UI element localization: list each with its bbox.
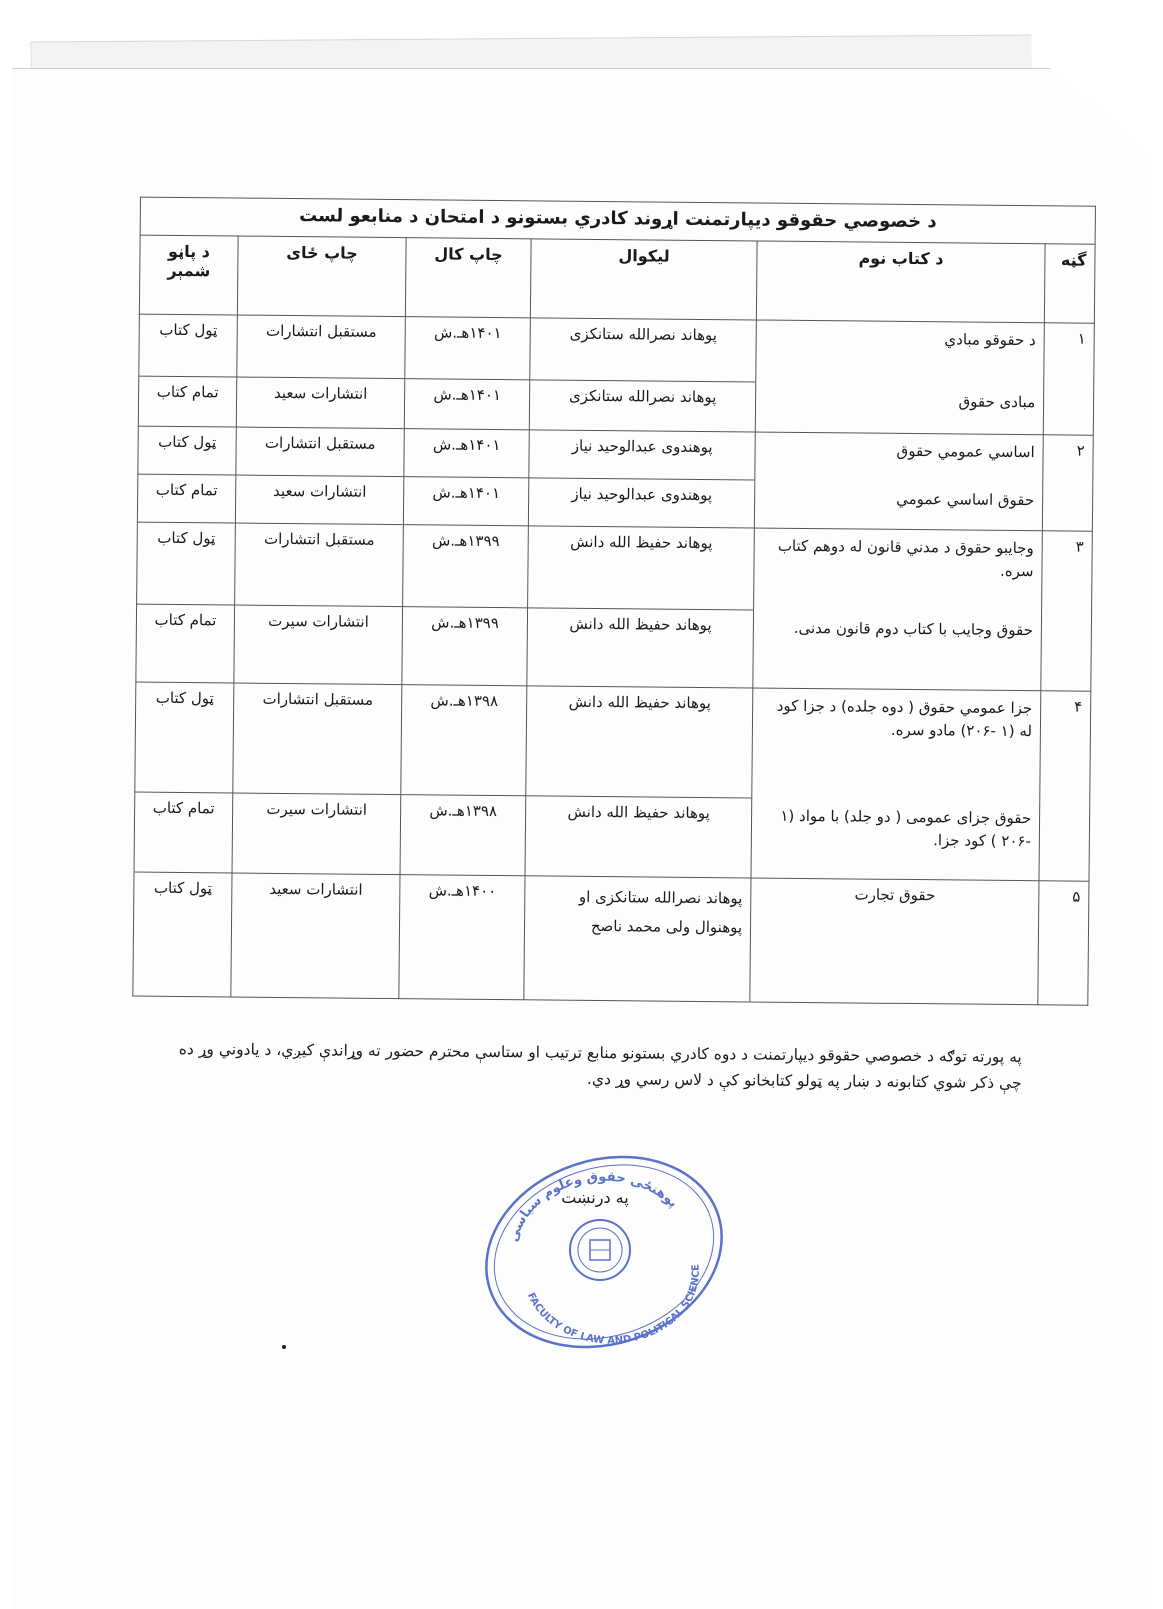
header-year: چاپ کال <box>405 238 531 318</box>
table-row <box>133 872 1089 1005</box>
table-row <box>135 682 1091 801</box>
header-book: د کتاب نوم <box>756 241 1045 323</box>
book-name: د حقوقو مبادي <box>756 320 1045 385</box>
row-number <box>1041 613 1092 691</box>
author: پوهاند نصرالله ستانکزی <box>529 380 755 432</box>
stamp-bottom-text: FACULTY OF LAW AND POLITICAL SCIENCE <box>524 1263 702 1347</box>
table-row <box>137 522 1093 613</box>
book-name: حقوق جزای عمومی ( دو جلد) با مواد (۱ -۲۰۶ ) کود جزا. <box>751 798 1040 881</box>
publisher: انتشارات سعید <box>231 873 400 999</box>
publisher: انتشارات سیرت <box>234 605 403 685</box>
publisher: مستقبل انتشارات <box>236 427 404 477</box>
regards-text: په درنښت <box>561 1188 629 1207</box>
book-name: مبادی حقوق <box>755 382 1043 435</box>
author: پوهاند نصرالله ستانکزی او پوهنوال ولی محمد ناصح <box>524 876 751 1002</box>
print-year: ۱۴۰۱هـ.ش <box>404 429 529 478</box>
author: پوهندوی عبدالوحید نیاز <box>529 430 755 480</box>
book-name: اساسي عمومي حقوق <box>755 432 1043 483</box>
header-place: چاپ ځای <box>237 236 406 317</box>
pages: تمام کتاب <box>138 376 237 427</box>
publisher: انتشارات سعید <box>235 475 403 525</box>
pages: ټول کتاب <box>133 872 232 997</box>
sources-table <box>132 197 1096 1006</box>
table-row <box>138 376 1094 435</box>
ink-dot <box>282 1345 286 1349</box>
header-no: گڼه <box>1044 244 1095 323</box>
row-number: ۲ <box>1043 435 1093 483</box>
book-name: حقوق اساسي عمومي <box>754 480 1042 531</box>
table-row <box>139 314 1095 385</box>
row-number <box>1042 483 1092 531</box>
header-row <box>139 235 1095 323</box>
stamp-top-text: پوهنځی حقوق وعلوم سیاسی <box>506 1169 681 1244</box>
row-number: ۵ <box>1038 881 1089 1005</box>
print-year: ۱۴۰۱هـ.ش <box>403 477 528 526</box>
table-row <box>134 792 1090 881</box>
author: پوهاند حفیظ الله دانش <box>525 796 752 878</box>
book-name: حقوق وجایب با کتاب دوم قانون مدنی. <box>753 610 1042 691</box>
row-number: ۴ <box>1040 691 1091 801</box>
print-year: ۱۴۰۱هـ.ش <box>404 379 529 430</box>
row-number: ۱ <box>1044 323 1095 385</box>
print-year: ۱۴۰۱هـ.ش <box>405 317 531 380</box>
table-row <box>136 604 1092 691</box>
faculty-stamp <box>478 1152 728 1352</box>
author: پوهندوی عبدالوحید نیاز <box>528 478 754 528</box>
header-pages: د پاڼو شمېر <box>139 235 238 315</box>
pages: ټول کتاب <box>138 426 237 475</box>
row-number <box>1043 385 1093 435</box>
publisher: انتشارات سیرت <box>232 793 401 875</box>
publisher: انتشارات سعید <box>236 377 404 429</box>
publisher: مستقبل انتشارات <box>237 315 406 379</box>
pages: تمام کتاب <box>137 474 236 523</box>
print-year: ۱۳۹۸هـ.ش <box>400 795 526 876</box>
book-name: جزا عمومي حقوق ( دوه جلده) د جزا کود له (۱ -۲۰۶) مادو سره. <box>752 688 1041 801</box>
pages: تمام کتاب <box>136 604 235 683</box>
print-year: ۱۳۹۹هـ.ش <box>403 525 529 608</box>
author: پوهاند حفیظ الله دانش <box>526 686 753 798</box>
publisher: مستقبل انتشارات <box>233 683 402 795</box>
author: پوهاند نصرالله ستانکزی <box>530 318 757 382</box>
author: پوهاند حفیظ الله دانش <box>528 526 755 610</box>
print-year: ۱۳۹۹هـ.ش <box>402 607 528 686</box>
print-year: ۱۴۰۰هـ.ش <box>399 875 525 1000</box>
row-number: ۳ <box>1042 531 1093 613</box>
table-title: د خصوصي حقوقو دیپارتمنت اړوند کادري بستونو د امتحان د منابعو لست <box>140 197 1095 244</box>
book-name: حقوق تجارت <box>750 878 1039 1005</box>
book-name: وجایبو حقوق د مدني قانون له دوهم کتاب سره. <box>754 528 1043 613</box>
pages: تمام کتاب <box>134 792 233 873</box>
row-number <box>1039 801 1090 881</box>
pages: ټول کتاب <box>137 522 236 605</box>
closing-note: په پورته توګه د خصوصي حقوقو دیپارتمنت د دوه کادري بستونو منابع ترتیب او ستاسې محترم حضور ته وړاندې کیږي، د یادوني وړ ده چې ذکر شوي کتابونه د ښار په ټولو کتابخانو کې د لاس رسي وړ دي. <box>178 1039 1022 1093</box>
publisher: مستقبل انتشارات <box>235 523 404 607</box>
pages: ټول کتاب <box>139 314 238 377</box>
pages: ټول کتاب <box>135 682 234 793</box>
author: پوهاند حفیظ الله دانش <box>527 608 754 688</box>
print-year: ۱۳۹۸هـ.ش <box>401 685 527 796</box>
header-author: لیکوال <box>530 239 757 320</box>
